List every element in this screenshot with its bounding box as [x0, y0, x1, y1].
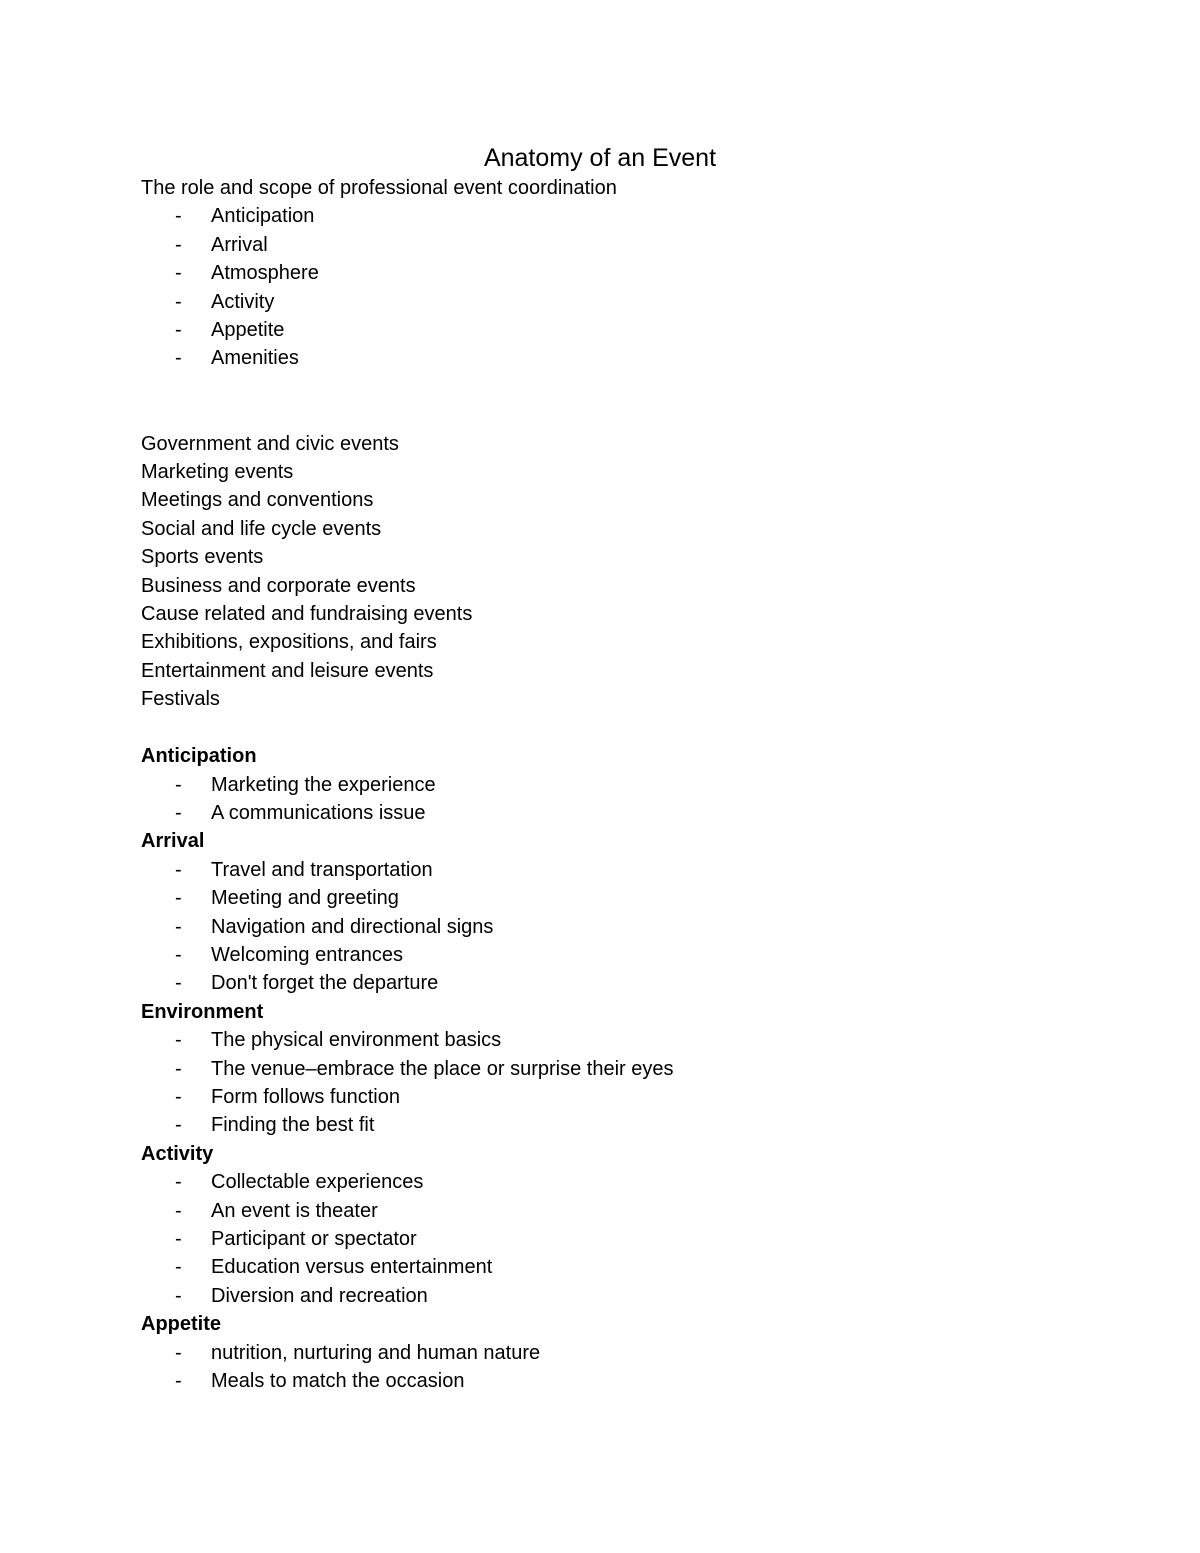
list-item-text: Finding the best fit	[211, 1114, 375, 1137]
list-item-text: Marketing the experience	[211, 773, 436, 796]
section-environment	[141, 998, 1061, 1140]
bullet-dash: -	[175, 290, 182, 313]
intro-text: The role and scope of professional event coordination	[141, 177, 617, 199]
bullet-dash: -	[175, 1171, 182, 1194]
bullet-dash: -	[175, 1029, 182, 1052]
list-item-text: Meeting and greeting	[211, 887, 399, 910]
bullet-dash: -	[175, 319, 182, 342]
event-type: Festivals	[141, 688, 220, 711]
list-item	[141, 1083, 1061, 1111]
event-type: Business and corporate events	[141, 574, 416, 597]
bullet-dash: -	[175, 1370, 182, 1393]
list-item-text: nutrition, nurturing and human nature	[211, 1341, 541, 1364]
document-title: Anatomy of an Event	[483, 144, 717, 172]
list-item	[141, 884, 1061, 912]
document-page	[141, 142, 1061, 1395]
list-item	[141, 1055, 1061, 1083]
list-item-text: Travel and transportation	[211, 858, 433, 881]
list-item	[141, 941, 1061, 969]
section-heading: Environment	[141, 1000, 264, 1023]
event-type: Exhibitions, expositions, and fairs	[141, 631, 437, 654]
section-heading: Arrival	[141, 830, 205, 853]
list-item	[141, 1367, 1061, 1395]
list-item-text: Education versus entertainment	[211, 1256, 493, 1279]
spacer	[141, 373, 1061, 430]
list-item	[141, 771, 1061, 799]
event-type: Sports events	[141, 546, 264, 569]
section-heading: Activity	[141, 1142, 214, 1165]
event-type: Meetings and conventions	[141, 489, 374, 512]
event-type: Cause related and fundraising events	[141, 603, 473, 626]
bullet-dash: -	[175, 972, 182, 995]
section-activity	[141, 1140, 1061, 1310]
section-anticipation	[141, 742, 1061, 827]
section-heading: Appetite	[141, 1313, 221, 1336]
section-list	[141, 1026, 1061, 1140]
list-item	[141, 202, 1061, 230]
section-list	[141, 771, 1061, 828]
list-item-text: Atmosphere	[211, 262, 319, 285]
list-item	[141, 1111, 1061, 1139]
bullet-dash: -	[175, 1085, 182, 1108]
bullet-dash: -	[175, 1256, 182, 1279]
list-item-text: Arrival	[211, 233, 268, 256]
event-types-list	[141, 430, 1061, 714]
section-list	[141, 856, 1061, 998]
list-item	[141, 1168, 1061, 1196]
list-item	[141, 1225, 1061, 1253]
list-item	[141, 1253, 1061, 1281]
event-type: Government and civic events	[141, 432, 399, 455]
spacer	[141, 714, 1061, 742]
bullet-dash: -	[175, 1341, 182, 1364]
list-item	[141, 344, 1061, 372]
list-item	[141, 1026, 1061, 1054]
bullet-dash: -	[175, 858, 182, 881]
bullet-dash: -	[175, 1199, 182, 1222]
list-item-text: Appetite	[211, 319, 285, 342]
list-item	[141, 316, 1061, 344]
list-item-text: Participant or spectator	[211, 1228, 417, 1250]
bullet-dash: -	[175, 1228, 182, 1250]
list-item	[141, 913, 1061, 941]
section-heading: Anticipation	[141, 745, 257, 768]
list-item	[141, 231, 1061, 259]
bullet-dash: -	[175, 801, 182, 824]
list-item-text: An event is theater	[211, 1199, 378, 1222]
list-item	[141, 288, 1061, 316]
event-type: Marketing events	[141, 461, 294, 484]
event-type: Social and life cycle events	[141, 517, 382, 540]
list-item-text: Amenities	[211, 347, 299, 370]
list-item	[141, 1282, 1061, 1310]
list-item-text: Don't forget the departure	[211, 972, 439, 995]
section-appetite	[141, 1310, 1061, 1395]
list-item-text: Collectable experiences	[211, 1171, 424, 1194]
section-list	[141, 1168, 1061, 1310]
list-item-text: The venue–embrace the place or surprise their eyes	[211, 1057, 674, 1080]
list-item-text: Navigation and directional signs	[211, 915, 494, 938]
bullet-dash: -	[175, 1057, 182, 1080]
list-item	[141, 1197, 1061, 1225]
list-item-text: Diversion and recreation	[211, 1284, 428, 1307]
bullet-dash: -	[175, 915, 182, 938]
list-item-text: The physical environment basics	[211, 1029, 502, 1052]
list-item	[141, 259, 1061, 287]
bullet-dash: -	[175, 205, 182, 228]
list-item-text: Meals to match the occasion	[211, 1370, 465, 1393]
list-item	[141, 1339, 1061, 1367]
section-arrival	[141, 827, 1061, 997]
bullet-dash: -	[175, 773, 182, 796]
bullet-dash: -	[175, 347, 182, 370]
event-type: Entertainment and leisure events	[141, 659, 434, 682]
bullet-dash: -	[175, 1114, 182, 1137]
bullet-dash: -	[175, 233, 182, 256]
list-item-text: Anticipation	[211, 205, 315, 228]
list-item-text: Welcoming entrances	[211, 943, 403, 966]
section-list	[141, 1339, 1061, 1396]
bullet-dash: -	[175, 943, 182, 966]
list-item	[141, 969, 1061, 997]
intro-list	[141, 202, 1061, 372]
list-item	[141, 856, 1061, 884]
list-item	[141, 799, 1061, 827]
bullet-dash: -	[175, 1284, 182, 1307]
bullet-dash: -	[175, 887, 182, 910]
list-item-text: Form follows function	[211, 1085, 400, 1108]
bullet-dash: -	[175, 262, 182, 285]
list-item-text: A communications issue	[211, 801, 426, 824]
list-item-text: Activity	[211, 290, 275, 313]
